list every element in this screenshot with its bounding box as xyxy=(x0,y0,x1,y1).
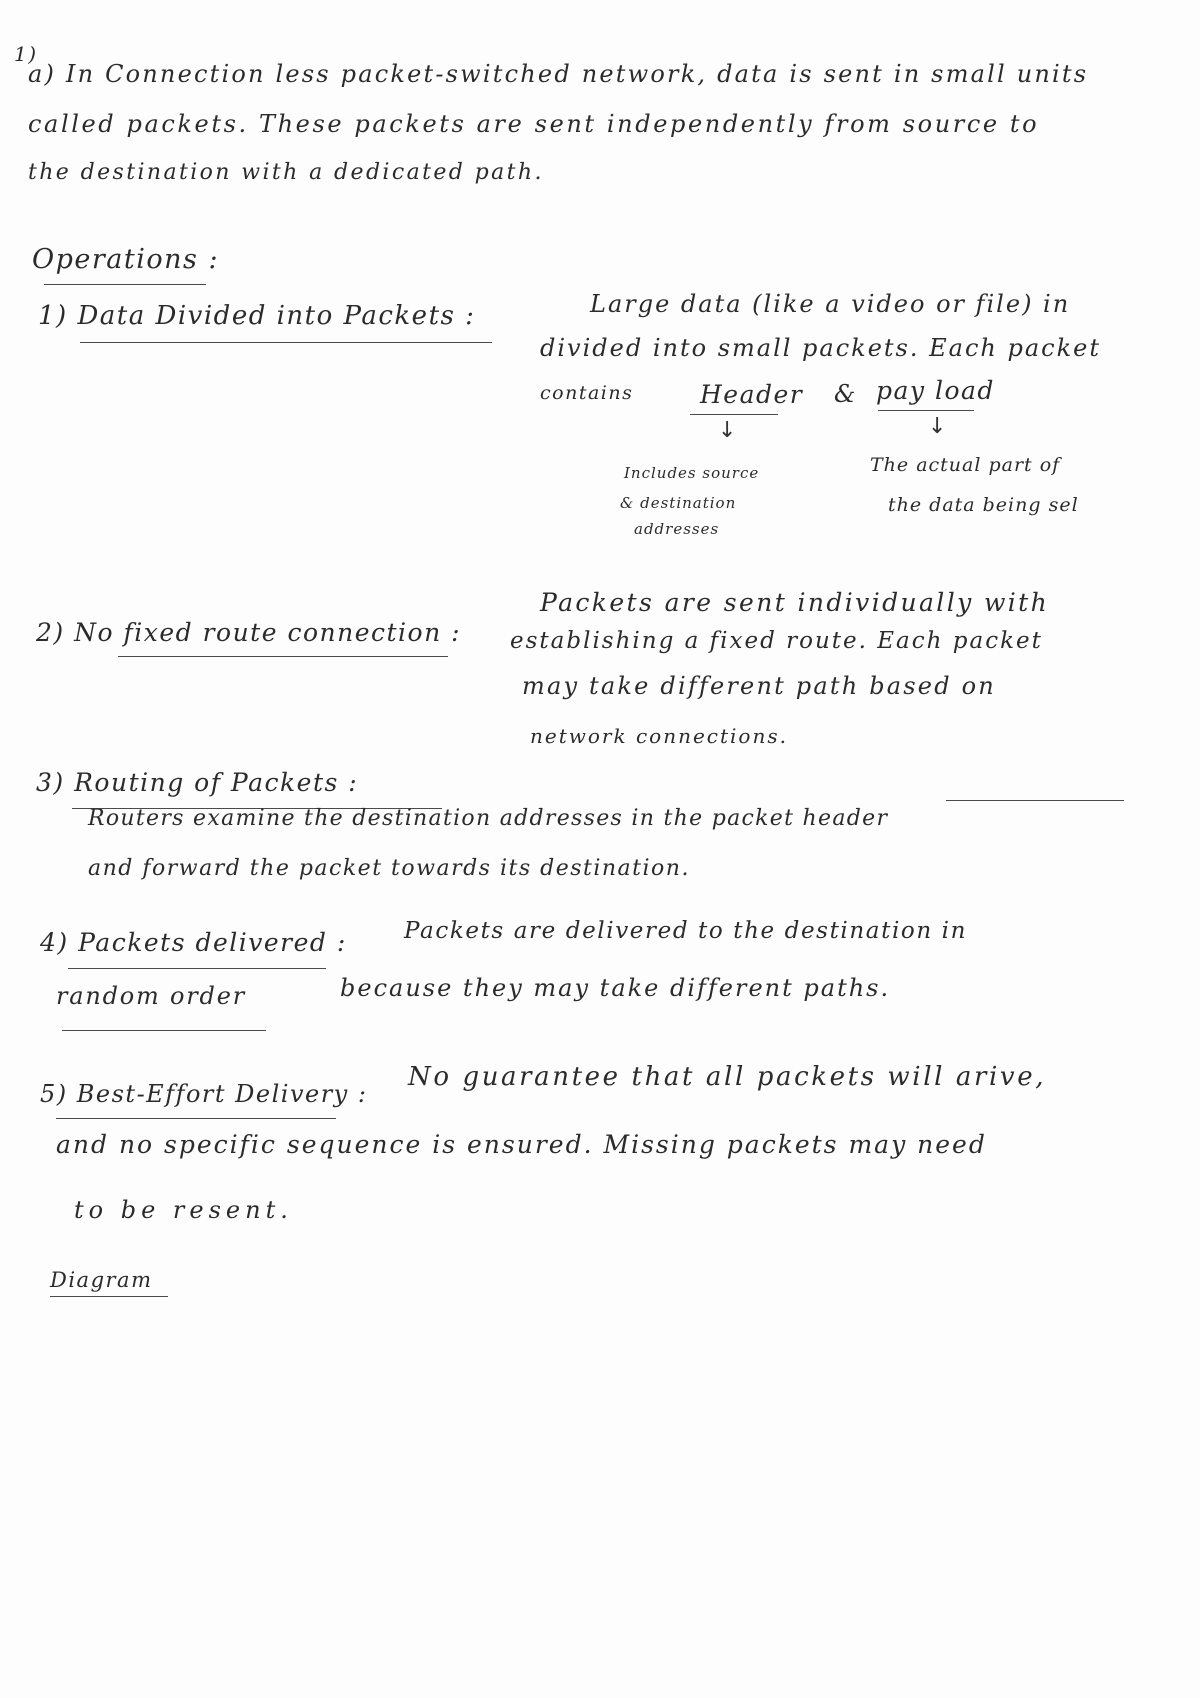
operations-heading: Operations : xyxy=(32,244,220,275)
op1-title-underline xyxy=(80,342,492,343)
operations-underline xyxy=(44,284,206,285)
op2-line-3: may take different path based on xyxy=(522,672,996,700)
intro-line-1: a) In Connection less packet-switched network, data is sent in small units xyxy=(28,60,1089,88)
op1-amp: & xyxy=(834,380,857,408)
op2-title: 2) No fixed route connection : xyxy=(36,618,462,647)
header-note-line-1: Includes source xyxy=(624,464,760,482)
op5-title: 5) Best-Effort Delivery : xyxy=(40,1080,368,1108)
op5-title-underline xyxy=(56,1118,336,1119)
op1-line-1: Large data (like a video or file) in xyxy=(590,290,1071,318)
op1-line-2: divided into small packets. Each packet xyxy=(540,334,1101,362)
op3-line-1: Routers examine the destination addresses in the packet header xyxy=(88,806,889,831)
header-note-line-3: addresses xyxy=(634,520,720,538)
op3-title: 3) Routing of Packets : xyxy=(36,768,359,797)
intro-line-2: called packets. These packets are sent independently from source to xyxy=(28,110,1040,138)
op5-line-3: to be resent. xyxy=(74,1196,293,1224)
op5-line-2: and no specific sequence is ensured. Missing packets may need xyxy=(56,1130,987,1159)
diagram-label: Diagram xyxy=(50,1268,153,1292)
payload-arrow-icon: ↓ xyxy=(928,414,947,439)
payload-note-line-2: the data being sel xyxy=(888,494,1079,516)
op1-payload-word: pay load xyxy=(876,376,995,405)
op5-line-1: No guarantee that all packets will arive, xyxy=(408,1062,1047,1092)
header-note-line-2: & destination xyxy=(620,494,737,512)
intro-line-3: the destination with a dedicated path. xyxy=(28,160,544,185)
op2-line-4: network connections. xyxy=(530,724,788,748)
op3-line-2: and forward the packet towards its destination. xyxy=(88,856,690,881)
header-arrow-icon: ↓ xyxy=(718,418,737,443)
payload-note-line-1: The actual part of xyxy=(870,454,1061,476)
op4-line-1: Packets are delivered to the destination in xyxy=(404,918,968,944)
header-underline xyxy=(690,414,778,415)
op2-line-1: Packets are sent individually with xyxy=(540,588,1050,617)
op4-line-2-rest: because they may take different paths. xyxy=(340,974,891,1002)
question-number: 1) xyxy=(14,42,38,66)
packet-header-underline xyxy=(946,800,1124,801)
op4-line-2-prefix: random order xyxy=(56,982,246,1010)
op1-line-3-prefix: contains xyxy=(540,382,634,404)
op4-title-underline xyxy=(68,968,326,969)
random-order-underline xyxy=(62,1030,266,1031)
op1-title: 1) Data Divided into Packets : xyxy=(38,301,476,331)
payload-underline xyxy=(878,410,974,411)
op4-title: 4) Packets delivered : xyxy=(40,928,347,957)
op2-line-2: establishing a fixed route. Each packet xyxy=(510,628,1043,654)
op2-title-underline xyxy=(118,656,448,657)
diagram-underline xyxy=(50,1296,168,1297)
op1-header-word: Header xyxy=(700,380,804,409)
